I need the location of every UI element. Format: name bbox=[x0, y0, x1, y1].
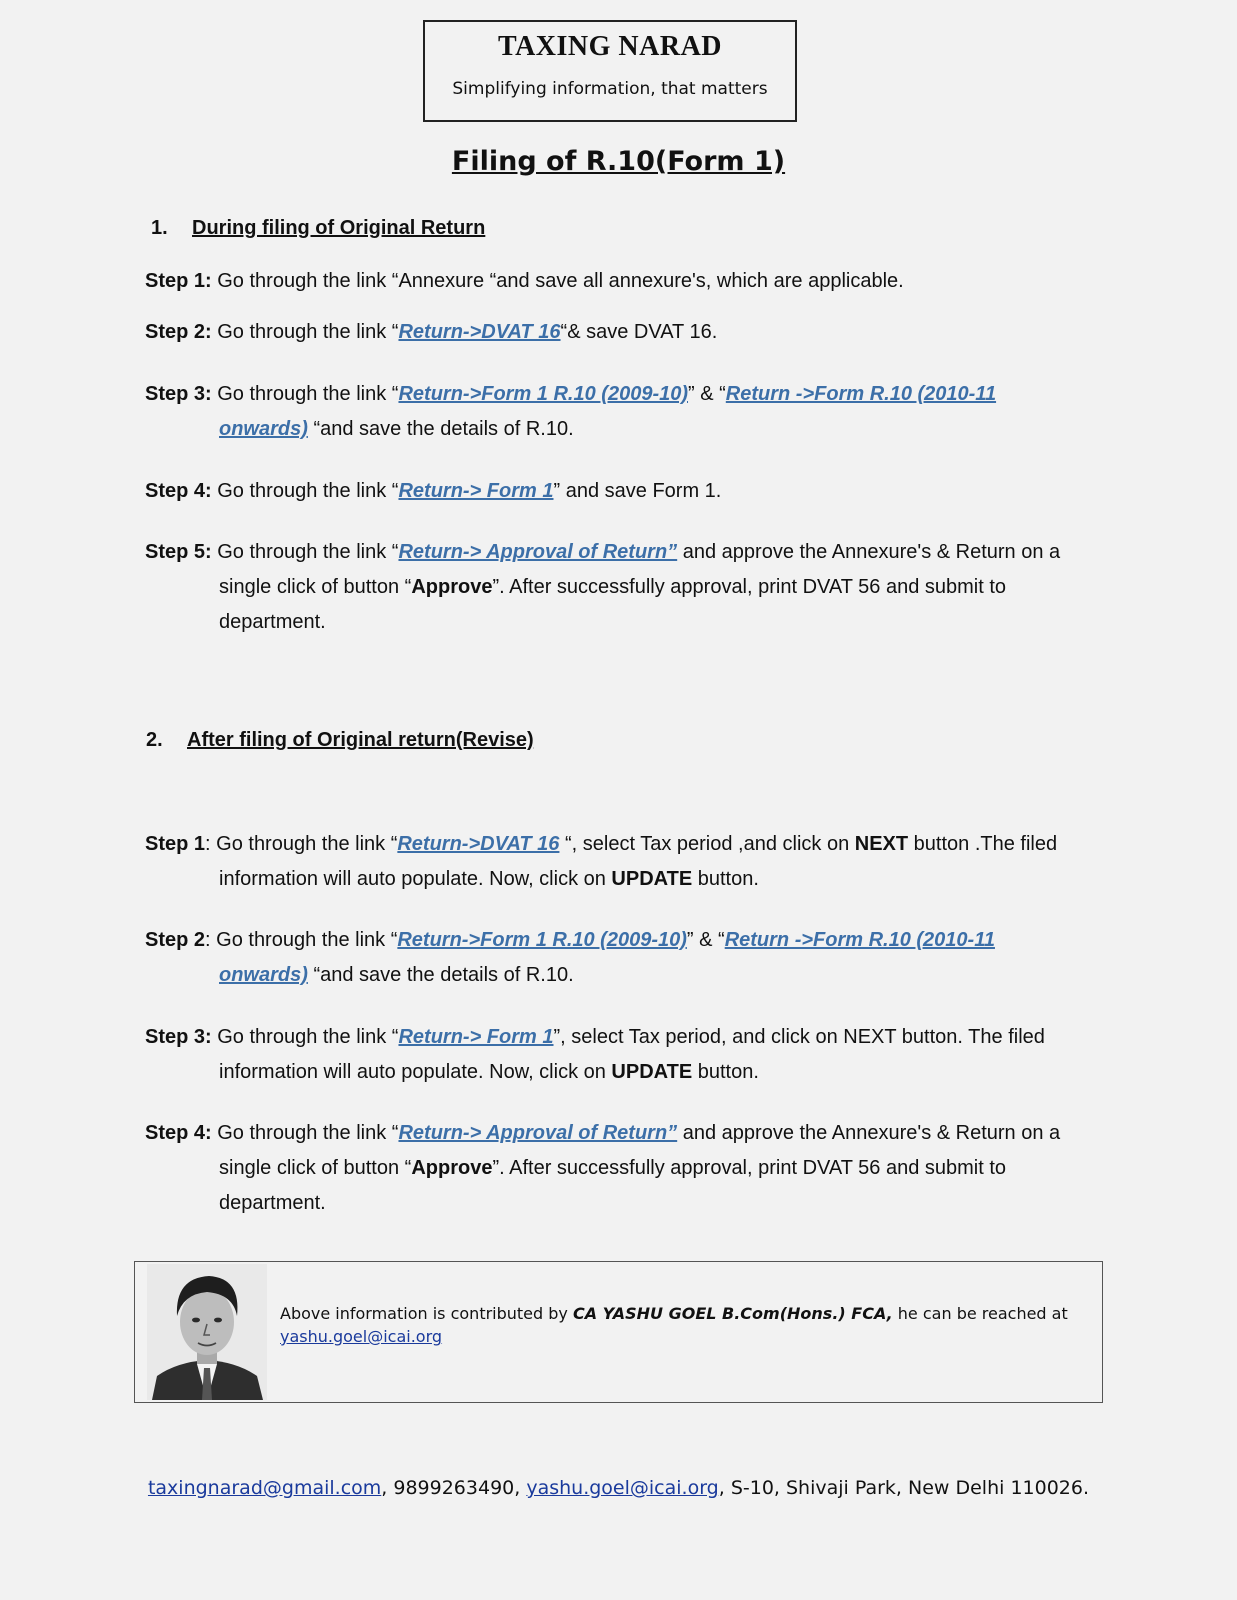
s1-step-1 bbox=[145, 264, 1095, 299]
update-label: UPDATE bbox=[611, 868, 693, 890]
step-text: : Go through the link “ bbox=[205, 929, 398, 951]
approve-label: Approve bbox=[411, 576, 493, 598]
link-form-r10-2010[interactable]: Return ->Form R.10 (2010-11 bbox=[724, 929, 995, 951]
step-text: and approve the Annexure's & Return on a bbox=[677, 541, 1061, 563]
step-text: Go through the link “Annexure “and save all annexure's, which are applicable. bbox=[217, 270, 904, 292]
step-label: Step 3: bbox=[145, 383, 212, 405]
link-approval-of-return[interactable]: Return-> Approval of Return” bbox=[398, 1122, 678, 1144]
link-form-r10-2010[interactable]: Return ->Form R.10 (2010-11 bbox=[725, 383, 997, 405]
page-title: Filing of R.10(Form 1) bbox=[451, 146, 786, 177]
link-form-r10-2010-cont[interactable]: onwards) bbox=[219, 964, 308, 986]
section-2-number: 2. bbox=[146, 729, 163, 751]
step-text: single click of button “ bbox=[219, 576, 412, 598]
step-text: information will auto populate. Now, click on bbox=[219, 1061, 612, 1083]
contributor-box bbox=[134, 1261, 1103, 1403]
step-text: and approve the Annexure's & Return on a bbox=[677, 1122, 1061, 1144]
s2-step-4 bbox=[145, 1116, 1095, 1221]
step-text: button .The filed bbox=[908, 833, 1058, 855]
step-label: Step 1: bbox=[145, 270, 212, 292]
s2-step-3 bbox=[145, 1020, 1095, 1090]
step-label: Step 5: bbox=[145, 541, 212, 563]
step-label: Step 2 bbox=[145, 929, 206, 951]
section-1-heading bbox=[151, 217, 485, 240]
brand-name: TAXING NARAD bbox=[497, 31, 723, 62]
step-text: information will auto populate. Now, click on bbox=[219, 868, 612, 890]
link-form-r10-2010-cont[interactable]: onwards) bbox=[219, 418, 308, 440]
link-return-dvat16[interactable]: Return->DVAT 16 bbox=[397, 833, 560, 855]
section-1-title: During filing of Original Return bbox=[192, 217, 486, 239]
step-text: ” & “ bbox=[688, 383, 726, 405]
footer-phone: , 9899263490, bbox=[381, 1477, 527, 1499]
link-form1-r10-2009[interactable]: Return->Form 1 R.10 (2009-10) bbox=[397, 929, 687, 951]
link-return-form1[interactable]: Return-> Form 1 bbox=[398, 480, 554, 502]
section-2-heading bbox=[146, 729, 534, 752]
step-text: Go through the link “ bbox=[217, 321, 399, 343]
s1-step-2 bbox=[145, 315, 1095, 350]
link-return-dvat16[interactable]: Return->DVAT 16 bbox=[398, 321, 561, 343]
step-label: Step 2: bbox=[145, 321, 212, 343]
step-label: Step 1 bbox=[145, 833, 206, 855]
s1-step-3 bbox=[145, 377, 1095, 447]
link-approval-of-return[interactable]: Return-> Approval of Return” bbox=[398, 541, 678, 563]
step-text: ”. After successfully approval, print DVAT 56 and submit to bbox=[492, 576, 1007, 598]
contributor-text bbox=[280, 1302, 1080, 1348]
step-text: “and save the details of R.10. bbox=[307, 418, 574, 440]
section-1-number: 1. bbox=[151, 217, 168, 239]
taxingnarad-email-link[interactable]: taxingnarad@gmail.com bbox=[147, 1477, 382, 1499]
footer-address: , S-10, Shivaji Park, New Delhi 110026. bbox=[718, 1477, 1090, 1499]
step-text: : Go through the link “ bbox=[205, 833, 398, 855]
update-label: UPDATE bbox=[611, 1061, 693, 1083]
step-label: Step 3: bbox=[145, 1026, 212, 1048]
step-text: Go through the link “ bbox=[217, 383, 399, 405]
s2-step-1 bbox=[145, 827, 1095, 897]
approve-label: Approve bbox=[411, 1157, 493, 1179]
step-text: Go through the link “ bbox=[217, 541, 399, 563]
link-return-form1[interactable]: Return-> Form 1 bbox=[398, 1026, 554, 1048]
step-text: department. bbox=[219, 1192, 326, 1214]
step-label: Step 4: bbox=[145, 1122, 212, 1144]
step-text: single click of button “ bbox=[219, 1157, 412, 1179]
s1-step-4 bbox=[145, 474, 1095, 509]
link-form1-r10-2009[interactable]: Return->Form 1 R.10 (2009-10) bbox=[398, 383, 689, 405]
step-text: ”, select Tax period, and click on NEXT button. The filed bbox=[553, 1026, 1045, 1048]
next-label: NEXT bbox=[854, 833, 909, 855]
step-text: Go through the link “ bbox=[217, 1122, 399, 1144]
step-text: ” & “ bbox=[686, 929, 725, 951]
step-label: Step 4: bbox=[145, 480, 212, 502]
contact-footer bbox=[0, 1477, 1237, 1499]
contrib-text: Above information is contributed by bbox=[280, 1304, 573, 1323]
step-text: “and save the details of R.10. bbox=[307, 964, 574, 986]
s2-step-2 bbox=[145, 923, 1095, 993]
contributor-portrait bbox=[147, 1264, 267, 1400]
step-text: ” and save Form 1. bbox=[553, 480, 722, 502]
step-text: button. bbox=[692, 868, 759, 890]
step-text: department. bbox=[219, 611, 326, 633]
step-text: ”. After successfully approval, print DVAT 56 and submit to bbox=[492, 1157, 1007, 1179]
footer-email-link[interactable]: yashu.goel@icai.org bbox=[526, 1477, 719, 1499]
s1-step-5 bbox=[145, 535, 1095, 640]
contributor-name: CA YASHU GOEL B.Com(Hons.) FCA, bbox=[572, 1304, 893, 1323]
step-text: Go through the link “ bbox=[217, 1026, 399, 1048]
step-text: Go through the link “ bbox=[217, 480, 399, 502]
section-2-title: After filing of Original return(Revise) bbox=[187, 729, 534, 751]
step-text: “, select Tax period ,and click on bbox=[559, 833, 855, 855]
contributor-email-link[interactable]: yashu.goel@icai.org bbox=[280, 1327, 443, 1346]
brand-header-box bbox=[423, 20, 797, 122]
step-text: “& save DVAT 16. bbox=[560, 321, 718, 343]
contrib-text: he can be reached at bbox=[892, 1304, 1068, 1323]
step-text: button. bbox=[692, 1061, 759, 1083]
brand-tagline: Simplifying information, that matters bbox=[452, 79, 768, 99]
